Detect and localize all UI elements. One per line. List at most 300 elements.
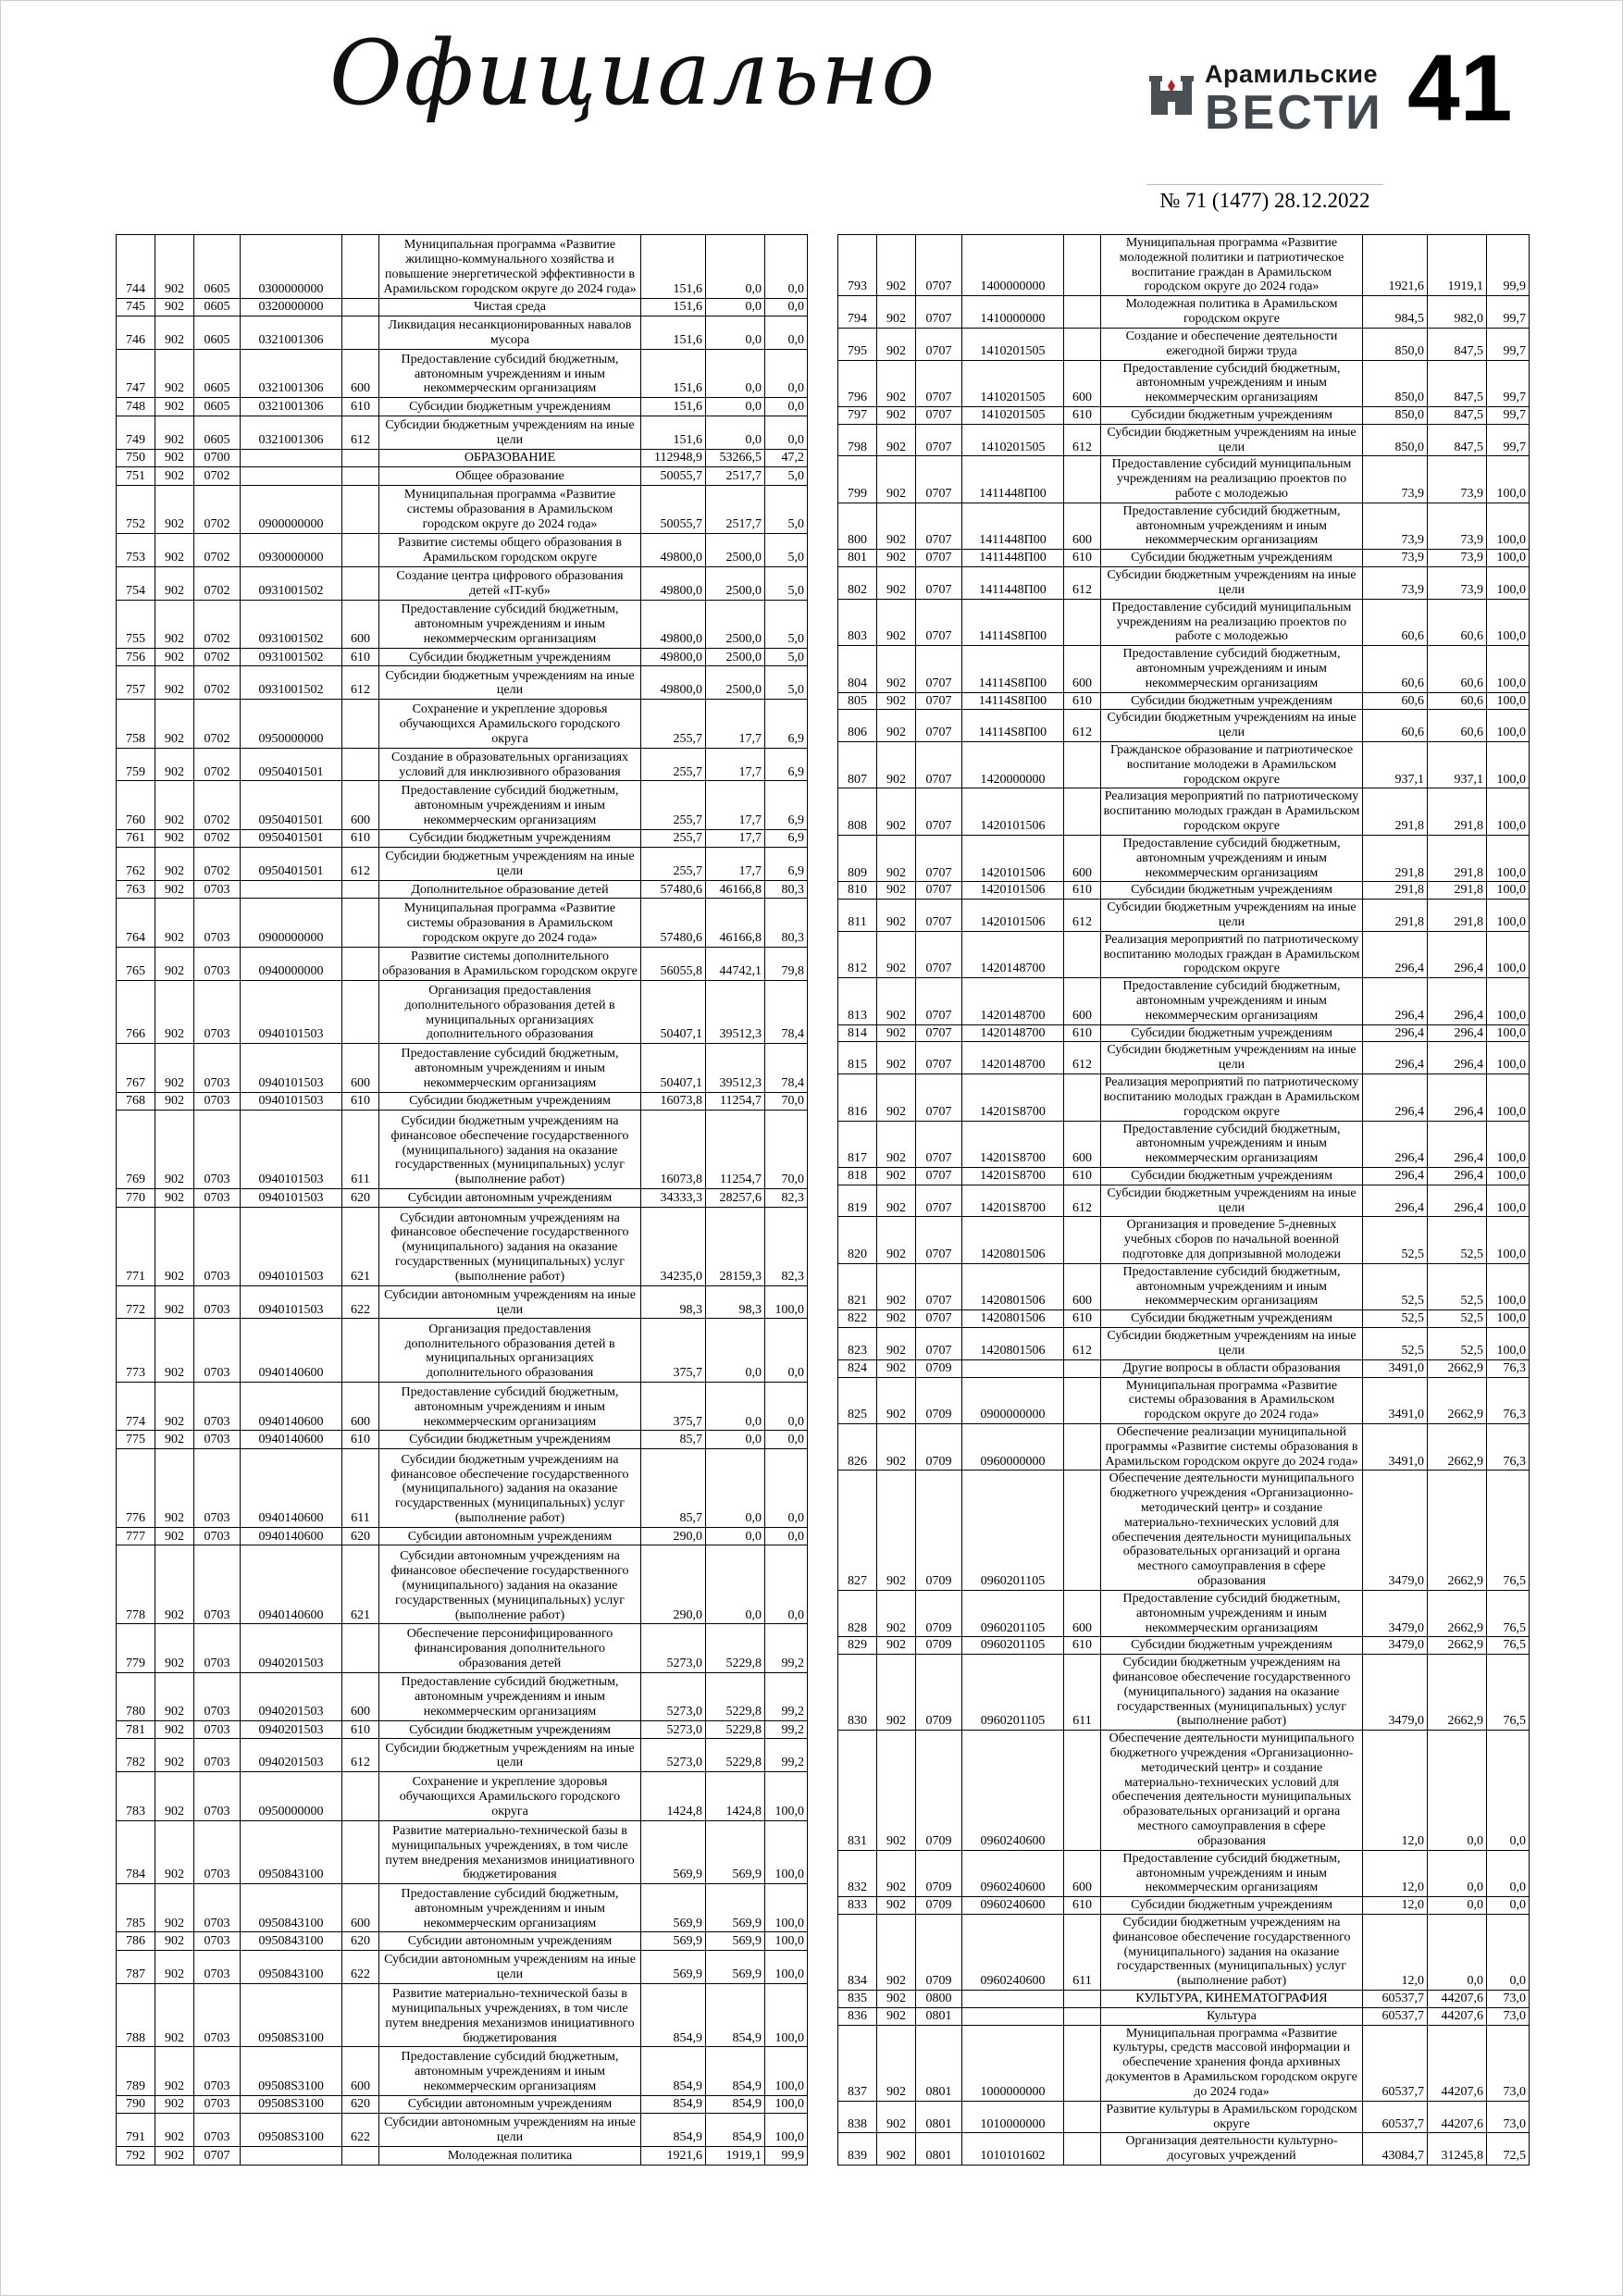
- row-description: Субсидии бюджетным учреждениям: [1101, 1637, 1363, 1655]
- row-type-code: 600: [342, 2047, 379, 2095]
- row-number: 759: [117, 748, 155, 781]
- row-target-code: 1420101506: [962, 835, 1064, 881]
- table-row: [117, 1545, 808, 1624]
- row-value-executed: 2500,0: [706, 566, 765, 600]
- row-value-percent: 0,0: [765, 1431, 808, 1448]
- row-number: 750: [117, 449, 155, 466]
- row-target-code: 14201S8700: [962, 1121, 1064, 1167]
- row-section-code: 0702: [194, 829, 241, 847]
- row-value-executed: 854,9: [706, 2095, 765, 2113]
- row-section-code: 0707: [916, 328, 962, 360]
- table-row: [117, 298, 808, 316]
- row-value-executed: 46166,8: [706, 899, 765, 947]
- row-admin-code: 902: [155, 2095, 194, 2113]
- row-number: 830: [838, 1655, 877, 1731]
- row-value-percent: 100,0: [1487, 1042, 1530, 1074]
- row-value-percent: 99,7: [1487, 296, 1530, 329]
- row-number: 754: [117, 566, 155, 600]
- table-row: [838, 835, 1530, 881]
- row-number: 812: [838, 931, 877, 977]
- row-type-code: [342, 1624, 379, 1672]
- row-value-percent: 6,9: [765, 829, 808, 847]
- row-type-code: 612: [1064, 900, 1101, 932]
- row-value-approved: 49800,0: [641, 533, 706, 566]
- row-value-approved: 60,6: [1363, 599, 1428, 645]
- row-target-code: 0960201105: [962, 1655, 1064, 1731]
- table-row: [117, 829, 808, 847]
- row-section-code: 0703: [194, 1527, 241, 1545]
- row-value-approved: 291,8: [1363, 788, 1428, 835]
- row-value-percent: 100,0: [1487, 1263, 1530, 1309]
- row-type-code: [342, 485, 379, 533]
- row-admin-code: 902: [155, 1044, 194, 1092]
- row-admin-code: 902: [877, 1377, 916, 1423]
- row-description: Создание в образовательных организациях условий для инклюзивного образования: [379, 748, 641, 781]
- row-value-approved: 73,9: [1363, 456, 1428, 503]
- row-section-code: 0703: [194, 1285, 241, 1319]
- table-row: [838, 1024, 1530, 1042]
- row-number: 755: [117, 600, 155, 648]
- row-target-code: 0930000000: [241, 533, 342, 566]
- row-value-executed: 17,7: [706, 781, 765, 829]
- row-type-code: [342, 1983, 379, 2047]
- row-type-code: [342, 1772, 379, 1820]
- row-value-executed: 2500,0: [706, 533, 765, 566]
- row-type-code: 612: [342, 666, 379, 700]
- row-type-code: [1064, 742, 1101, 788]
- row-type-code: [1064, 931, 1101, 977]
- row-description: Субсидии бюджетным учреждениям: [379, 1720, 641, 1738]
- row-value-executed: 854,9: [706, 2114, 765, 2147]
- row-target-code: 1420148700: [962, 931, 1064, 977]
- row-type-code: 612: [1064, 1328, 1101, 1360]
- row-value-approved: 49800,0: [641, 600, 706, 648]
- row-admin-code: 902: [155, 2147, 194, 2166]
- row-description: Субсидии бюджетным учреждениям: [379, 1092, 641, 1110]
- table-row: [838, 1042, 1530, 1074]
- row-admin-code: 902: [877, 742, 916, 788]
- row-admin-code: 902: [155, 1820, 194, 1884]
- row-value-executed: 17,7: [706, 848, 765, 881]
- row-number: 776: [117, 1448, 155, 1527]
- table-row: [838, 1359, 1530, 1377]
- row-type-code: [1064, 599, 1101, 645]
- row-admin-code: 902: [155, 1720, 194, 1738]
- row-section-code: 0707: [916, 456, 962, 503]
- row-admin-code: 902: [877, 424, 916, 456]
- row-description: Культура: [1101, 2007, 1363, 2025]
- row-value-approved: 375,7: [641, 1319, 706, 1383]
- row-section-code: 0605: [194, 298, 241, 316]
- row-number: 835: [838, 1991, 877, 2008]
- row-admin-code: 902: [155, 1448, 194, 1527]
- row-target-code: 0950401501: [241, 781, 342, 829]
- row-value-percent: 78,4: [765, 980, 808, 1044]
- row-type-code: [1064, 2101, 1101, 2133]
- row-description: ОБРАЗОВАНИЕ: [379, 449, 641, 466]
- row-number: 785: [117, 1884, 155, 1932]
- row-value-approved: 296,4: [1363, 931, 1428, 977]
- row-value-executed: 5229,8: [706, 1739, 765, 1772]
- table-row: [838, 788, 1530, 835]
- row-admin-code: 902: [877, 328, 916, 360]
- row-admin-code: 902: [877, 1024, 916, 1042]
- row-description: Развитие культуры в Арамильском городском округе: [1101, 2101, 1363, 2133]
- row-section-code: 0605: [194, 316, 241, 350]
- row-admin-code: 902: [155, 398, 194, 416]
- row-admin-code: 902: [155, 881, 194, 899]
- row-target-code: 0960240600: [962, 1914, 1064, 1990]
- row-description: Предоставление субсидий бюджетным, автономным учреждениям и иным некоммерческим организациям: [379, 1884, 641, 1932]
- row-value-approved: 85,7: [641, 1448, 706, 1527]
- row-type-code: [1064, 788, 1101, 835]
- row-target-code: 0950000000: [241, 700, 342, 748]
- row-value-approved: 3479,0: [1363, 1471, 1428, 1591]
- row-value-approved: 12,0: [1363, 1731, 1428, 1851]
- row-value-approved: 3491,0: [1363, 1359, 1428, 1377]
- row-description: Предоставление субсидий бюджетным, автономным учреждениям и иным некоммерческим организациям: [1101, 978, 1363, 1024]
- row-value-approved: 16073,8: [641, 1092, 706, 1110]
- row-value-executed: 1919,1: [706, 2147, 765, 2166]
- row-value-percent: 100,0: [765, 1285, 808, 1319]
- row-value-executed: 569,9: [706, 1950, 765, 1983]
- row-admin-code: 902: [155, 1383, 194, 1431]
- row-number: 822: [838, 1310, 877, 1328]
- row-target-code: 0931001502: [241, 666, 342, 700]
- table-row: [838, 1590, 1530, 1636]
- row-value-approved: 56055,8: [641, 947, 706, 980]
- table-row: [117, 533, 808, 566]
- row-value-percent: 0,0: [765, 1448, 808, 1527]
- budget-table-left: [116, 234, 808, 2166]
- row-value-percent: 99,9: [1487, 235, 1530, 296]
- row-value-percent: 80,3: [765, 881, 808, 899]
- row-target-code: 0321001306: [241, 350, 342, 398]
- table-row: [117, 848, 808, 881]
- row-value-approved: 1921,6: [641, 2147, 706, 2166]
- row-value-approved: 60,6: [1363, 692, 1428, 710]
- row-description: Субсидии автономным учреждениям: [379, 1527, 641, 1545]
- row-type-code: [1064, 235, 1101, 296]
- row-description: Субсидии бюджетным учреждениям: [1101, 692, 1363, 710]
- row-value-percent: 0,0: [765, 1545, 808, 1624]
- row-description: Субсидии бюджетным учреждениям на финансовое обеспечение государственного (муниципального) задания на оказание государственных (муниципальных) услуг (выполнение работ): [1101, 1655, 1363, 1731]
- row-admin-code: 902: [877, 1423, 916, 1470]
- row-number: 763: [117, 881, 155, 899]
- row-value-percent: 6,9: [765, 781, 808, 829]
- row-number: 817: [838, 1121, 877, 1167]
- row-description: Предоставление субсидий бюджетным, автономным учреждениям и иным некоммерческим организациям: [379, 600, 641, 648]
- table-row: [838, 1377, 1530, 1423]
- row-description: Субсидии бюджетным учреждениям на финансовое обеспечение государственного (муниципального) задания на оказание государственных (муниципальных) услуг (выполнение работ): [379, 1111, 641, 1189]
- table-row: [117, 449, 808, 466]
- row-target-code: 14114S8П00: [962, 710, 1064, 742]
- row-section-code: 0702: [194, 748, 241, 781]
- row-value-approved: 569,9: [641, 1820, 706, 1884]
- row-value-approved: 296,4: [1363, 978, 1428, 1024]
- row-description: Субсидии бюджетным учреждениям: [1101, 882, 1363, 900]
- table-row: [117, 1932, 808, 1950]
- row-target-code: 1420101506: [962, 788, 1064, 835]
- row-admin-code: 902: [877, 1217, 916, 1263]
- row-number: 821: [838, 1263, 877, 1309]
- row-section-code: 0702: [194, 700, 241, 748]
- row-value-percent: 6,9: [765, 748, 808, 781]
- row-value-executed: 60,6: [1428, 599, 1487, 645]
- row-admin-code: 902: [155, 533, 194, 566]
- row-value-approved: 255,7: [641, 781, 706, 829]
- table-row: [838, 424, 1530, 456]
- row-value-approved: 43084,7: [1363, 2133, 1428, 2166]
- row-value-percent: 99,2: [765, 1720, 808, 1738]
- row-value-executed: 0,0: [706, 1319, 765, 1383]
- row-section-code: 0703: [194, 1739, 241, 1772]
- row-section-code: 0707: [916, 978, 962, 1024]
- row-target-code: 1411448П00: [962, 456, 1064, 503]
- row-admin-code: 902: [877, 900, 916, 932]
- row-type-code: 600: [1064, 835, 1101, 881]
- row-target-code: 14201S8700: [962, 1074, 1064, 1121]
- row-number: 795: [838, 328, 877, 360]
- row-type-code: 612: [1064, 710, 1101, 742]
- row-value-approved: 569,9: [641, 1932, 706, 1950]
- row-value-executed: 73,9: [1428, 550, 1487, 567]
- row-value-approved: 52,5: [1363, 1310, 1428, 1328]
- row-value-approved: 850,0: [1363, 360, 1428, 406]
- table-row: [838, 296, 1530, 329]
- row-description: Субсидии бюджетным учреждениям: [1101, 1024, 1363, 1042]
- row-value-executed: 31245,8: [1428, 2133, 1487, 2166]
- row-value-approved: 151,6: [641, 316, 706, 350]
- row-type-code: 610: [1064, 1024, 1101, 1042]
- row-value-percent: 100,0: [765, 1932, 808, 1950]
- row-admin-code: 902: [155, 467, 194, 485]
- row-value-approved: 49800,0: [641, 566, 706, 600]
- row-section-code: 0703: [194, 980, 241, 1044]
- row-number: 771: [117, 1207, 155, 1285]
- row-admin-code: 902: [155, 1932, 194, 1950]
- row-value-approved: 3491,0: [1363, 1377, 1428, 1423]
- row-value-executed: 2662,9: [1428, 1655, 1487, 1731]
- row-number: 805: [838, 692, 877, 710]
- row-description: Субсидии бюджетным учреждениям: [1101, 1167, 1363, 1185]
- row-description: Развитие материально-технической базы в муниципальных учреждениях, в том числе путем внедрения механизмов инициативного бюджетирования: [379, 1820, 641, 1884]
- row-value-percent: 78,4: [765, 1044, 808, 1092]
- row-section-code: 0703: [194, 1772, 241, 1820]
- row-target-code: 1420148700: [962, 978, 1064, 1024]
- row-value-percent: 100,0: [765, 1983, 808, 2047]
- row-description: Другие вопросы в области образования: [1101, 1359, 1363, 1377]
- row-number: 808: [838, 788, 877, 835]
- row-section-code: 0703: [194, 881, 241, 899]
- table-row: [117, 235, 808, 299]
- row-value-executed: 0,0: [706, 1527, 765, 1545]
- row-target-code: 0950401501: [241, 848, 342, 881]
- row-description: Предоставление субсидий бюджетным, автономным учреждениям и иным некоммерческим организациям: [379, 1044, 641, 1092]
- row-section-code: 0801: [916, 2133, 962, 2166]
- row-number: 783: [117, 1772, 155, 1820]
- row-value-approved: 854,9: [641, 2047, 706, 2095]
- row-value-executed: 52,5: [1428, 1217, 1487, 1263]
- table-row: [838, 456, 1530, 503]
- row-type-code: [342, 980, 379, 1044]
- row-number: 782: [117, 1739, 155, 1772]
- row-value-approved: 12,0: [1363, 1914, 1428, 1990]
- row-value-executed: 0,0: [706, 1545, 765, 1624]
- row-section-code: 0707: [916, 900, 962, 932]
- row-type-code: [1064, 1377, 1101, 1423]
- row-section-code: 0707: [916, 235, 962, 296]
- row-description: Реализация мероприятий по патриотическому воспитанию молодых граждан в Арамильском городском округе: [1101, 931, 1363, 977]
- row-value-executed: 0,0: [706, 398, 765, 416]
- row-value-percent: 99,7: [1487, 424, 1530, 456]
- row-type-code: 611: [342, 1448, 379, 1527]
- row-section-code: 0702: [194, 600, 241, 648]
- table-row: [117, 316, 808, 350]
- row-target-code: 0300000000: [241, 235, 342, 299]
- row-number: 792: [117, 2147, 155, 2166]
- row-type-code: 600: [342, 781, 379, 829]
- row-value-percent: 99,2: [765, 1624, 808, 1672]
- row-description: Муниципальная программа «Развитие системы образования в Арамильском городском округе до 2024 года»: [379, 485, 641, 533]
- row-target-code: 0931001502: [241, 648, 342, 665]
- row-admin-code: 902: [877, 788, 916, 835]
- row-description: Организация и проведение 5-дневных учебных сборов по начальной военной подготовке для допризывной молодежи: [1101, 1217, 1363, 1263]
- row-admin-code: 902: [877, 1263, 916, 1309]
- row-target-code: 0960240600: [962, 1850, 1064, 1896]
- row-number: 813: [838, 978, 877, 1024]
- row-section-code: 0703: [194, 1044, 241, 1092]
- table-row: [838, 882, 1530, 900]
- row-value-executed: 569,9: [706, 1884, 765, 1932]
- row-target-code: 0940140600: [241, 1448, 342, 1527]
- row-value-executed: 60,6: [1428, 692, 1487, 710]
- row-number: 746: [117, 316, 155, 350]
- row-admin-code: 902: [155, 781, 194, 829]
- table-row: [117, 1772, 808, 1820]
- row-value-executed: 0,0: [706, 298, 765, 316]
- table-row: [838, 2101, 1530, 2133]
- row-type-code: 610: [342, 648, 379, 665]
- row-value-executed: 44207,6: [1428, 2101, 1487, 2133]
- row-description: Субсидии бюджетным учреждениям на иные цели: [1101, 567, 1363, 600]
- row-type-code: 610: [1064, 692, 1101, 710]
- table-row: [838, 567, 1530, 600]
- row-value-approved: 937,1: [1363, 742, 1428, 788]
- table-row: [838, 1731, 1530, 1851]
- row-number: 744: [117, 235, 155, 299]
- row-number: 767: [117, 1044, 155, 1092]
- row-admin-code: 902: [155, 829, 194, 847]
- row-type-code: [1064, 456, 1101, 503]
- row-value-approved: 50407,1: [641, 1044, 706, 1092]
- row-admin-code: 902: [877, 2133, 916, 2166]
- row-target-code: 0940101503: [241, 1207, 342, 1285]
- table-row: [117, 1044, 808, 1092]
- row-description: Субсидии бюджетным учреждениям на иные цели: [1101, 1185, 1363, 1217]
- row-value-approved: 34333,3: [641, 1189, 706, 1207]
- row-description: Субсидии бюджетным учреждениям: [379, 829, 641, 847]
- row-admin-code: 902: [155, 298, 194, 316]
- row-value-percent: 100,0: [1487, 1024, 1530, 1042]
- row-value-percent: 76,5: [1487, 1637, 1530, 1655]
- row-value-approved: 569,9: [641, 1884, 706, 1932]
- row-target-code: 1420801506: [962, 1328, 1064, 1360]
- row-target-code: [241, 881, 342, 899]
- row-target-code: 1410201505: [962, 328, 1064, 360]
- row-description: Гражданское образование и патриотическое воспитание молодежи в Арамильском городском округе: [1101, 742, 1363, 788]
- row-value-approved: 73,9: [1363, 550, 1428, 567]
- row-value-approved: 85,7: [641, 1431, 706, 1448]
- row-value-percent: 100,0: [765, 1772, 808, 1820]
- row-target-code: 1410201505: [962, 360, 1064, 406]
- row-value-executed: 44207,6: [1428, 2025, 1487, 2101]
- row-value-percent: 0,0: [765, 1383, 808, 1431]
- row-target-code: 1420101506: [962, 900, 1064, 932]
- row-value-percent: 73,0: [1487, 2101, 1530, 2133]
- row-type-code: [342, 467, 379, 485]
- row-target-code: 0940140600: [241, 1527, 342, 1545]
- row-value-percent: 80,3: [765, 899, 808, 947]
- row-description: Предоставление субсидий муниципальным учреждениям на реализацию проектов по работе с молодежью: [1101, 456, 1363, 503]
- table-row: [838, 692, 1530, 710]
- row-admin-code: 902: [155, 666, 194, 700]
- row-admin-code: 902: [155, 1092, 194, 1110]
- row-value-executed: 39512,3: [706, 1044, 765, 1092]
- row-section-code: 0801: [916, 2025, 962, 2101]
- table-row: [117, 350, 808, 398]
- row-admin-code: 902: [155, 1884, 194, 1932]
- row-section-code: 0709: [916, 1359, 962, 1377]
- row-admin-code: 902: [155, 600, 194, 648]
- table-row: [117, 600, 808, 648]
- row-value-percent: 100,0: [765, 2095, 808, 2113]
- table-row: [117, 1319, 808, 1383]
- row-admin-code: 902: [155, 1207, 194, 1285]
- row-section-code: 0801: [916, 2101, 962, 2133]
- row-value-executed: 46166,8: [706, 881, 765, 899]
- row-section-code: 0703: [194, 1672, 241, 1720]
- row-description: Субсидии бюджетным учреждениям: [1101, 406, 1363, 424]
- row-admin-code: 902: [877, 710, 916, 742]
- row-number: 827: [838, 1471, 877, 1591]
- row-value-percent: 70,0: [765, 1111, 808, 1189]
- row-description: Субсидии автономным учреждениям на иные цели: [379, 1950, 641, 1983]
- row-admin-code: 902: [155, 350, 194, 398]
- row-value-executed: 0,0: [1428, 1731, 1487, 1851]
- row-number: 781: [117, 1720, 155, 1738]
- row-target-code: [241, 467, 342, 485]
- row-description: Предоставление субсидий бюджетным, автономным учреждениям и иным некоммерческим организациям: [1101, 1850, 1363, 1896]
- row-value-executed: 291,8: [1428, 788, 1487, 835]
- row-number: 786: [117, 1932, 155, 1950]
- row-value-percent: 0,0: [765, 416, 808, 449]
- table-row: [838, 1897, 1530, 1915]
- row-type-code: 611: [342, 1111, 379, 1189]
- row-target-code: 14114S8П00: [962, 646, 1064, 692]
- table-row: [838, 1121, 1530, 1167]
- row-value-executed: 5229,8: [706, 1624, 765, 1672]
- row-value-percent: 99,9: [765, 2147, 808, 2166]
- row-number: 820: [838, 1217, 877, 1263]
- row-section-code: 0707: [916, 1074, 962, 1121]
- row-target-code: 1000000000: [962, 2025, 1064, 2101]
- row-value-approved: 73,9: [1363, 503, 1428, 549]
- table-row: [117, 1739, 808, 1772]
- row-value-executed: 937,1: [1428, 742, 1487, 788]
- row-value-executed: 1424,8: [706, 1772, 765, 1820]
- row-section-code: 0801: [916, 2007, 962, 2025]
